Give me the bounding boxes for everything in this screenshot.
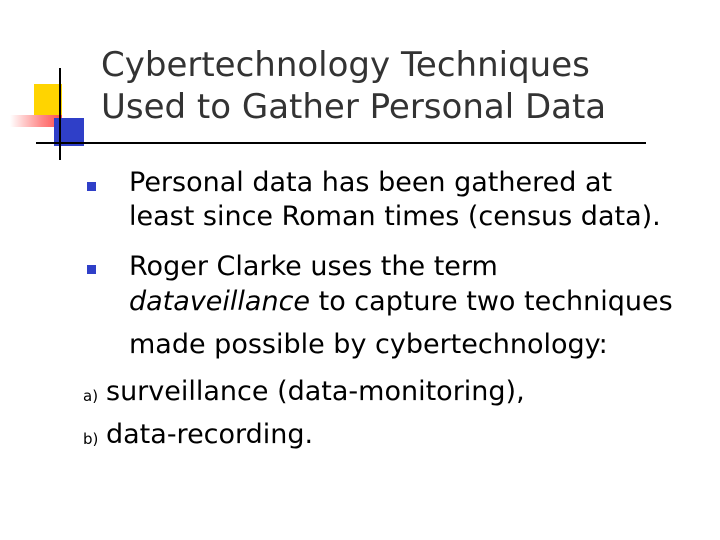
sub-item-marker-b: b) — [83, 430, 99, 448]
bullet-2-line-2-rest: to capture two techniques — [310, 286, 673, 317]
square-bullet-icon — [87, 182, 96, 191]
sub-item-b-text: data-recording. — [106, 419, 314, 450]
emphasized-term: dataveillance — [129, 286, 311, 317]
sub-item-a-text: surveillance (data-monitoring), — [106, 376, 525, 407]
sub-item-marker-a: a) — [83, 387, 99, 405]
bullet-2-line-1: Roger Clarke uses the term — [129, 251, 498, 282]
bullet-2-line-2 — [129, 285, 673, 319]
bullet-1-line-1: Personal data has been gathered at — [129, 167, 613, 198]
title-line-2: Used to Gather Personal Data — [101, 87, 607, 127]
bullet-1-line-2: least since Roman times (census data). — [129, 201, 661, 232]
slide-title — [101, 44, 701, 128]
square-bullet-icon — [87, 265, 96, 274]
bullet-2-line-3: made possible by cybertechnology: — [129, 329, 608, 360]
title-line-1: Cybertechnology Techniques — [101, 45, 590, 85]
decorative-vertical-line — [59, 68, 61, 160]
title-underline — [36, 142, 646, 144]
